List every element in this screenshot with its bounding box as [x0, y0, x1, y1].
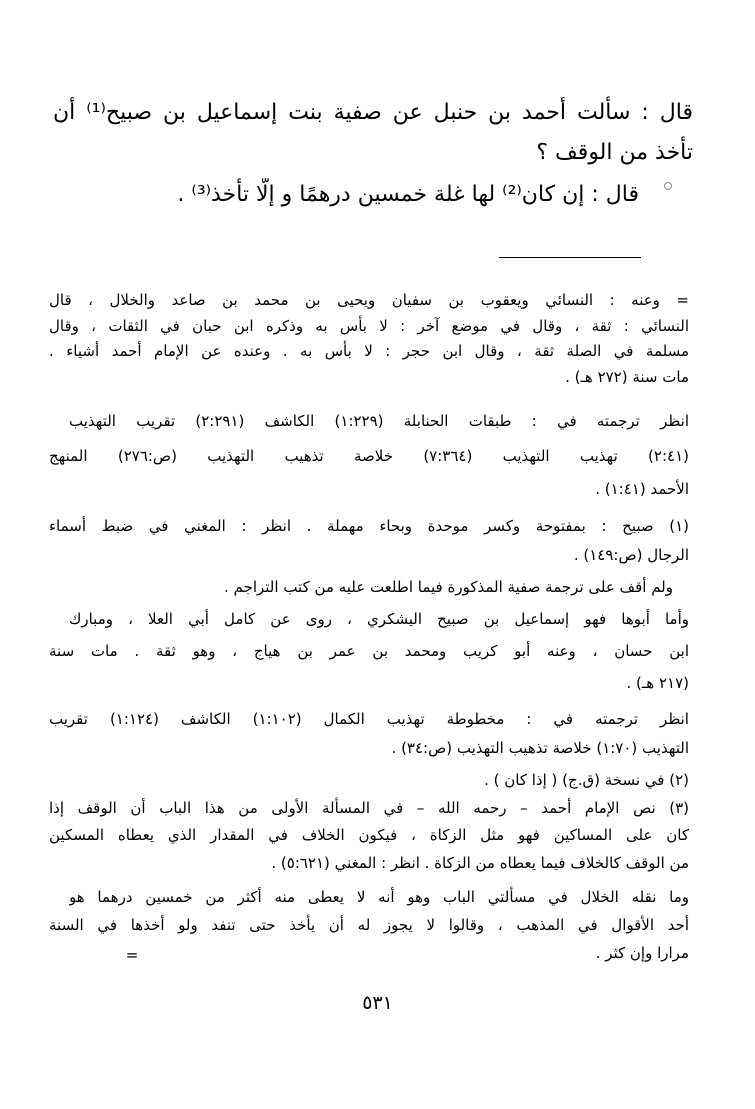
main-text-line-1: قال : سألت أحمد بن حنبل عن صفية بنت إسماعيل بن صبيح⁽¹⁾ أن	[53, 100, 693, 125]
footnote-line-17: (٣) نص الإمام أحمد – رحمه الله – في المسألة الأولى من هذا الباب أن الوقف إذا	[49, 799, 689, 817]
scan-speck	[664, 182, 672, 190]
footnote-separator	[499, 257, 641, 258]
footnote-line-19: من الوقف كالخلاف فيما يعطاه من الزكاة . انظر : المغني (٥:٦٢١) .	[271, 854, 689, 872]
continuation-mark: =	[125, 946, 139, 964]
footnote-line-21: أحد الأقوال في المذهب ، وقالوا لا يجوز له أن يأخذ حتى تنفد ولو أخذها في السنة	[49, 916, 689, 934]
footnote-line-11: وأما أبوها فهو إسماعيل بن صبيح اليشكري ، روى عن كامل أبي العلا ، ومبارك	[69, 610, 689, 628]
main-text-line-3: قال : إن كان⁽²⁾ لها غلة خمسين درهمًا و إلّا تأخذ⁽³⁾ .	[177, 182, 639, 207]
footnote-line-20: وما نقله الخلال في مسألتي الباب وهو أنه لا يعطى منه أكثر من خمسين درهما هو	[69, 888, 689, 906]
footnote-line-10: ولم أقف على ترجمة صفية المذكورة فيما اطلعت عليه من كتب التراجم .	[224, 578, 673, 596]
footnote-line-8: (١) صبيح : بمفتوحة وكسر موحدة وبحاء مهملة . انظر : المغني في ضبط أسماء	[49, 517, 689, 535]
footnote-line-9: الرجال (ص:١٤٩) .	[573, 546, 689, 564]
footnote-line-1: = وعنه : النسائي ويعقوب بن سفيان ويحيى بن محمد بن صاعد والخلال ، قال	[49, 291, 689, 309]
footnote-line-12: ابن حسان ، وعنه أبو كريب ومحمد بن عمر بن هياج ، وهو ثقة . مات سنة	[49, 642, 689, 660]
footnote-line-13: (٢١٧ هـ) .	[626, 674, 689, 692]
footnote-line-7: الأحمد (١:٤١) .	[595, 480, 689, 498]
footnote-line-3: مسلمة في الصلة ثقة ، وقال ابن حجر : لا بأس به . وعنده عن الإمام أحمد أشياء .	[49, 342, 689, 360]
footnote-line-18: كان على المساكين فهو مثل الزكاة ، فيكون الخلاف في المقدار الذي يعطاه المسكين	[49, 826, 689, 844]
footnote-line-22: مرارا وإن كثر .	[595, 944, 689, 962]
footnote-line-4: مات سنة (٢٧٢ هـ) .	[565, 368, 689, 386]
footnote-line-2: النسائي : ثقة ، وقال في موضع آخر : لا بأس به وذكره ابن حبان في الثقات ، وقال	[49, 317, 689, 335]
footnote-line-6: (٢:٤١) تهذيب التهذيب (٧:٣٦٤) خلاصة تذهيب التهذيب (ص:٢٧٦) المنهج	[49, 447, 689, 465]
footnote-line-14: انظر ترجمته في : مخطوطة تهذيب الكمال (١:١٠٢) الكاشف (١:١٢٤) تقريب	[49, 710, 689, 728]
footnote-line-15: التهذيب (١:٧٠) خلاصة تذهيب التهذيب (ص:٣٤) .	[391, 739, 689, 757]
main-text-line-2: تأخذ من الوقف ؟	[536, 140, 693, 165]
footnote-line-5: انظر ترجمته في : طبقات الحنابلة (١:٢٢٩) الكاشف (٢:٢٩١) تقريب التهذيب	[69, 412, 689, 430]
footnote-line-16: (٢) في نسخة (ق.ج) ( إذا كان ) .	[484, 771, 689, 789]
page-number: ٥٣١	[362, 992, 393, 1014]
